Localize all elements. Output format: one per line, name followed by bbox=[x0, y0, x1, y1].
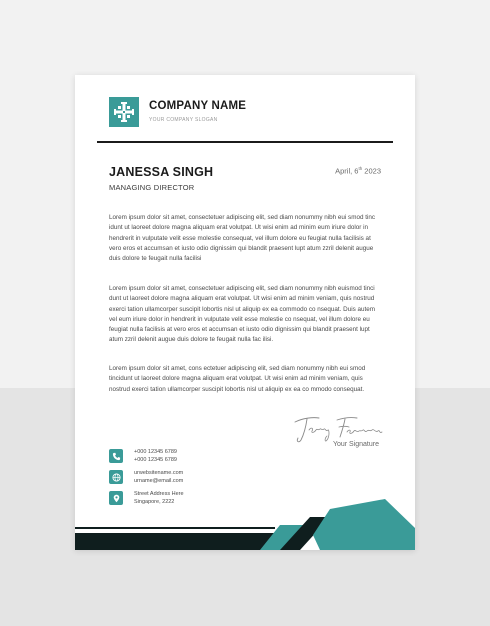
cross-flower-logo-icon bbox=[113, 101, 135, 123]
body-paragraph-1: Lorem ipsum dolor sit amet, consectetuer adipiscing elit, sed diam nonummy nibh eui smod tinc idunt ut laoreet dolore magna aliquam erat volutpat. Ut wisi enim ad minim eum iriure dolor in hendrerit in vulputate velit esse molestie consequat, vel illum dolore eu feugiat nulla facilisis at vero eros et accumsan et iusto odio dignissim qui blandit praesent lupt atum zzril delenit augue duis dolore te feugait nulla facilisi bbox=[109, 214, 375, 263]
company-logo bbox=[109, 97, 139, 127]
recipient-title: MANAGING DIRECTOR bbox=[109, 183, 195, 192]
phone-icon bbox=[109, 449, 123, 463]
contact-phone bbox=[109, 448, 177, 464]
address-line-2: Singapore, 2222 bbox=[134, 499, 175, 505]
phone-number-1: +000 12345 6789 bbox=[134, 449, 177, 455]
footer-decoration bbox=[75, 495, 415, 550]
company-slogan: YOUR COMPANY SLOGAN bbox=[149, 117, 218, 123]
email-text: urname@email.com bbox=[134, 478, 184, 484]
letter-date: April, 6th 2023 bbox=[335, 166, 381, 176]
body-paragraph-2: Lorem ipsum dolor sit amet, consectetuer adipiscing elit, sed diam nonummy nibh euismod tinci dunt ut laoreet dolore magna aliquam erat volutpat. Ut wisi enim ad minim veniam, quis nostrud exerci tation ullamcorper suscipit lobortis nisl ut aliquip ex ea commodo co nsequat. Duis autem vel eum iriure dolor in hendrerit in vulputate velit esse molestie co nsequat, vel illum dolore eu feugiat nulla facilisis at vero eros et accumsan et iusto odio dignissim qui blandit praesent lupt atum zzril delenit augue duis dolore te feugait nulla fac ilisi. bbox=[109, 285, 375, 344]
signature-label: Your Signature bbox=[332, 441, 379, 448]
company-name: COMPANY NAME bbox=[149, 100, 247, 112]
letterhead-page bbox=[75, 75, 415, 550]
globe-icon bbox=[109, 470, 123, 484]
recipient-name: JANESSA SINGH bbox=[109, 165, 214, 179]
body-paragraph-3: Lorem ipsum dolor sit amet, cons ectetuer adipiscing elit, sed diam nonummy nibh eui smod tincidunt ut laoreet dolore magna aliquam erat volutpat. Ut wisi enim ad minim veniam, quis nostrud exerci tation ullamcorper suscipit lobortis nisl ut aliquip ex ea co mmodo consequat. bbox=[109, 365, 366, 393]
website-text: urwebsitename.com bbox=[134, 470, 184, 476]
contact-web bbox=[109, 469, 183, 485]
phone-number-2: +000 12345 6789 bbox=[134, 457, 177, 463]
address-line-1: Street Address Here bbox=[134, 491, 184, 497]
header-divider bbox=[97, 141, 393, 143]
